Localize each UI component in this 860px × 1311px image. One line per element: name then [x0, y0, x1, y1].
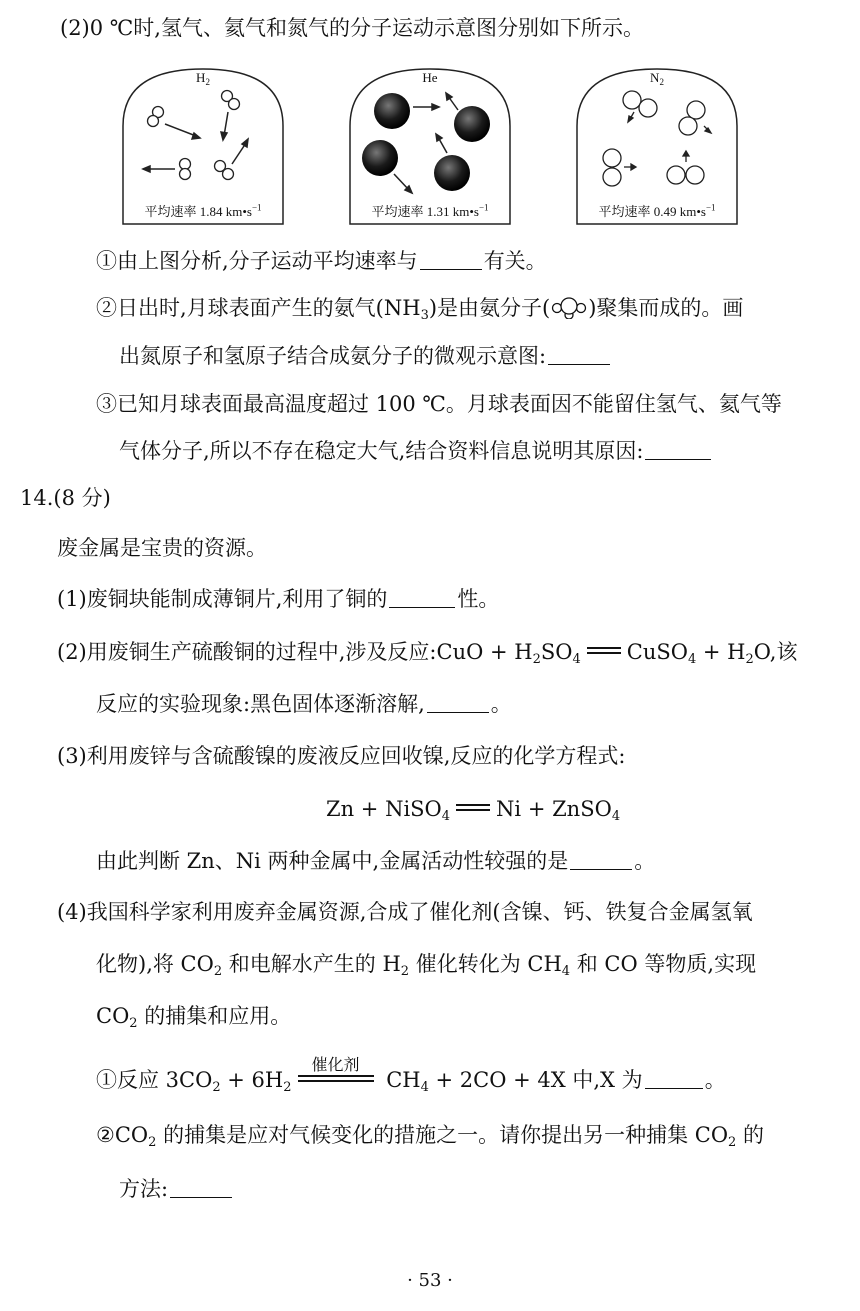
- answer-blank-2-1[interactable]: [420, 249, 482, 270]
- nitrogen-container: [574, 66, 740, 226]
- equation-zn-niso4: Zn + NiSO$_4$ Ni + ZnSO$_4$: [326, 797, 621, 824]
- answer-blank-14-4-2[interactable]: [170, 1177, 232, 1198]
- question-14-2-line2: 反应的实验现象:黑色固体逐渐溶解, 。: [96, 692, 512, 716]
- ammonia-molecule-icon: [550, 297, 588, 319]
- helium-container: [347, 66, 513, 226]
- question-14-4-1: ①反应 $3CO_2 + 6H_2$ 催化剂 $CH_4 + 2CO + 4X$ 中,X 为 。: [96, 1066, 726, 1094]
- question-2-2-line1: ②日出时,月球表面产生的氨气$(NH_3)$是由氨分子( )聚集而成的。画: [96, 296, 744, 323]
- answer-blank-2-3[interactable]: [645, 439, 711, 460]
- question-14-3: (3)利用废锌与含硫酸镍的废液反应回收镍,反应的化学方程式:: [57, 744, 626, 768]
- question-14-1: (1)废铜块能制成薄铜片,利用了铜的 性。: [57, 587, 500, 611]
- question-14-heading: 14.(8 分): [20, 486, 111, 510]
- catalyst-equals-sign: [298, 1055, 374, 1082]
- answer-blank-14-4-1[interactable]: [645, 1068, 703, 1089]
- helium-speed-caption: 平均速率 1.31 $km•s^{-1}$: [371, 202, 489, 219]
- question-2-1: ①由上图分析,分子运动平均速率与 有关。: [96, 249, 547, 273]
- part2-heading: (2)0 ℃时,氢气、氦气和氮气的分子运动示意图分别如下所示。: [60, 16, 644, 40]
- question-14-4-2-line1: $②CO_2$ 的捕集是应对气候变化的措施之一。请你提出另一种捕集 $CO_2$ 的: [96, 1123, 765, 1150]
- question-14-intro: 废金属是宝贵的资源。: [57, 536, 267, 560]
- question-14-4-line1: (4)我国科学家利用废弃金属资源,合成了催化剂(含镍、钙、铁复合金属氢氧: [57, 900, 753, 924]
- question-14-4-line3: $CO_2$ 的捕集和应用。: [96, 1004, 292, 1031]
- question-14-2-line1: (2)用废铜生产硫酸铜的过程中,涉及反应:CuO + $H_2SO_4$ CuSO$_4$ + $H_2O$,该: [57, 640, 798, 667]
- hydrogen-speed-caption: 平均速率 1.84 $km•s^{-1}$: [144, 202, 262, 219]
- nitrogen-label: $N_2$: [650, 70, 664, 87]
- catalyst-label: 催化剂: [311, 1055, 360, 1074]
- answer-blank-2-2[interactable]: [548, 344, 610, 365]
- equals-sign: [587, 647, 621, 654]
- hydrogen-label: $H_2$: [196, 70, 210, 87]
- question-2-3-line2: 气体分子,所以不存在稳定大气,结合资料信息说明其原因:: [119, 437, 713, 465]
- answer-blank-14-1[interactable]: [389, 587, 455, 608]
- page-number: · 53 ·: [407, 1270, 453, 1291]
- answer-blank-14-3[interactable]: [570, 849, 632, 870]
- hydrogen-container: [120, 66, 286, 226]
- question-2-3-line1: ③已知月球表面最高温度超过 100 ℃。月球表面因不能留住氢气、氦气等: [96, 392, 782, 416]
- question-14-3-answer: 由此判断 Zn、Ni 两种金属中,金属活动性较强的是 。: [96, 849, 656, 873]
- answer-blank-14-2[interactable]: [427, 692, 489, 713]
- question-14-4-line2: 化物),将 $CO_2$ 和电解水产生的 $H_2$ 催化转化为 $CH_4$ 和 CO 等物质,实现: [96, 952, 757, 979]
- molecule-motion-figure: [120, 66, 740, 232]
- nitrogen-speed-caption: 平均速率 0.49 $km•s^{-1}$: [598, 202, 716, 219]
- equals-sign: [456, 804, 490, 811]
- helium-label: He: [422, 70, 438, 85]
- question-14-4-2-line2: 方法:: [119, 1175, 234, 1203]
- question-2-2-line2: 出氮原子和氢原子结合成氨分子的微观示意图:: [119, 342, 612, 370]
